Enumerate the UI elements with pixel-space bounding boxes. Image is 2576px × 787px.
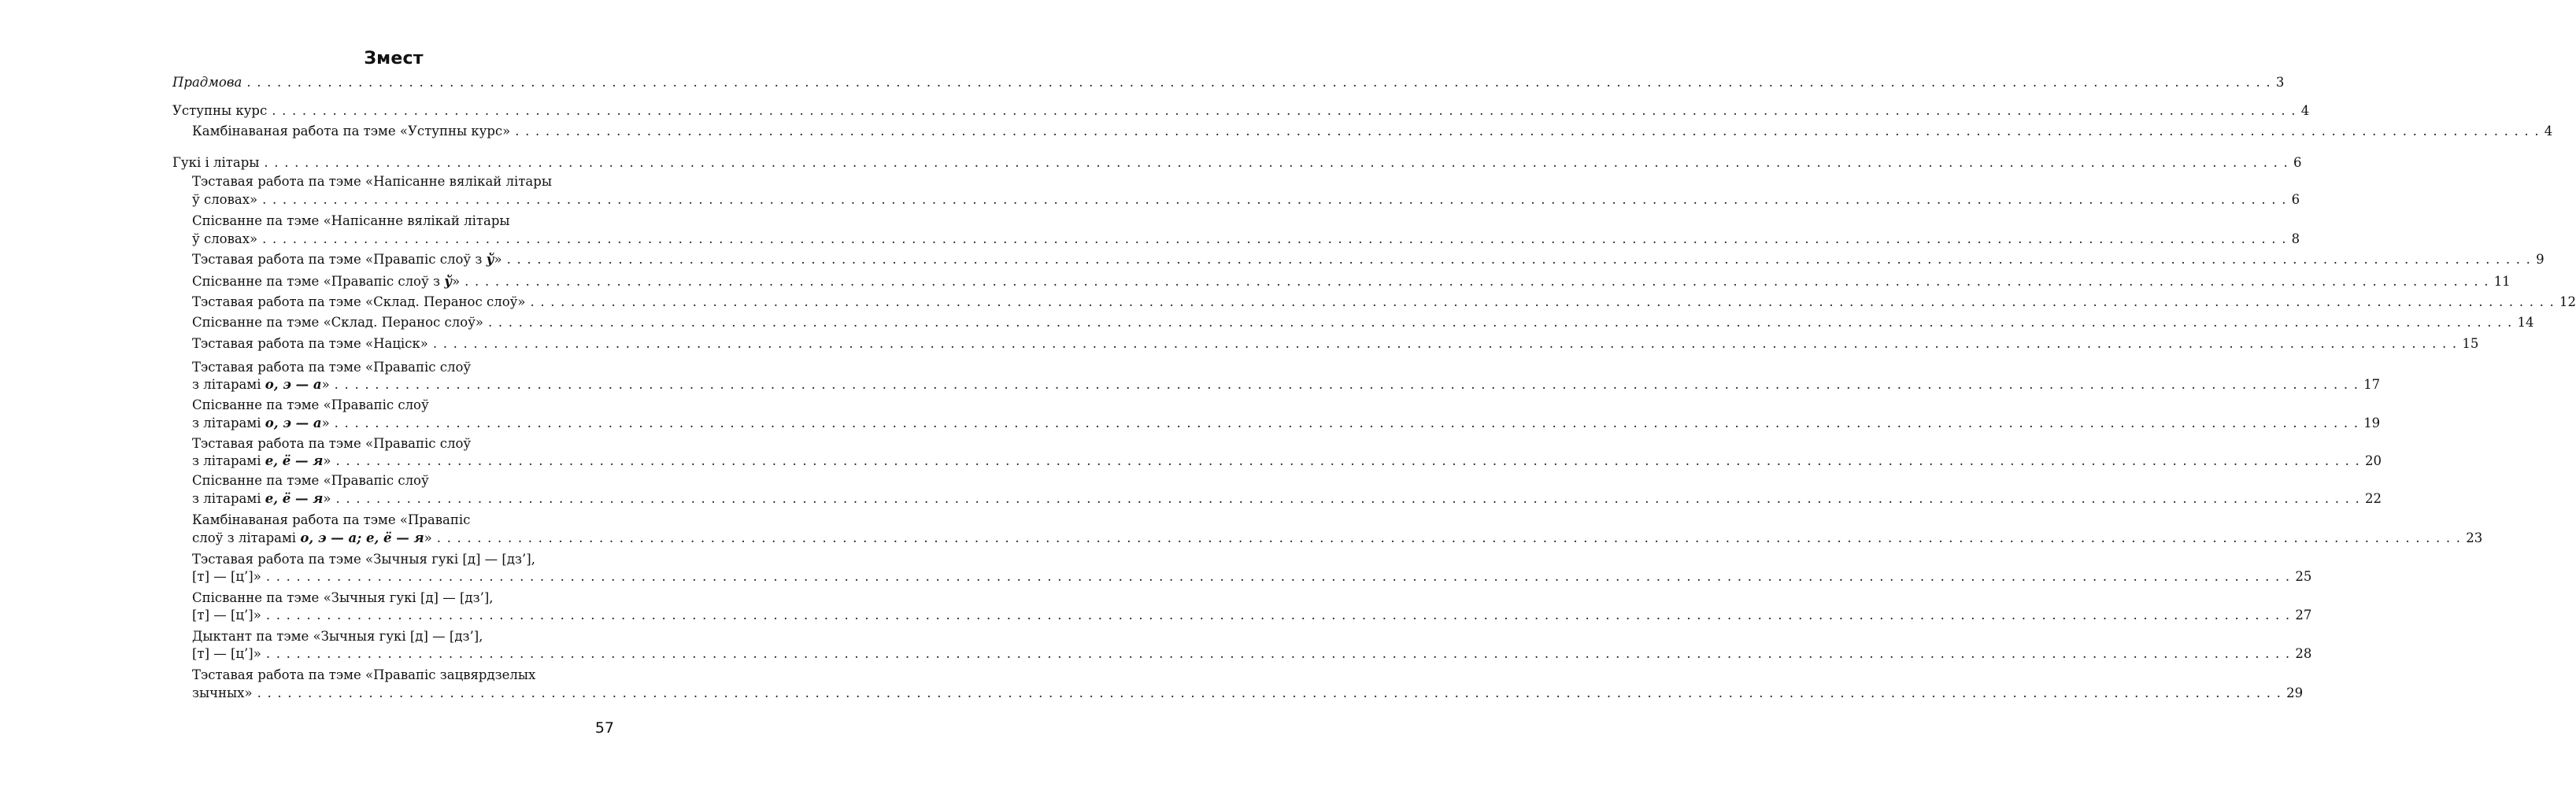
toc-entry-text: Камбінаваная работа па тэме «Уступны курс» xyxy=(192,124,511,139)
toc-page-number: 28 xyxy=(2295,646,2312,661)
dot-leader: . . . . . . . . . . . . . . . . . . . . . . . . . . . . . . . . . . . . . . . . . . . . . . . . . . . . . . . . . . . . . . . . . . . . . . . . . . . . . . . . . . . . . . . . . . . . . . . . . . . . . . . . . . . . . . . . . . . . . . . . . . . . . . . . . . . . . . . . . . . . . . . . . . . . . . . . . . . . . . . . . . . . . . . . . . . . . . . . . . . . . . . . . . . . . . . . . . . . . . . . xyxy=(265,646,2291,661)
toc-entry-line2 xyxy=(192,375,2381,394)
toc-entry-text: Тэставая работа па тэме «Націск» xyxy=(192,336,428,351)
toc-entry-line1 xyxy=(192,434,613,453)
toc-page-number: 9 xyxy=(2536,252,2545,267)
toc-entry-text: Тэставая работа па тэме «Правапіс слоў xyxy=(192,436,472,451)
dot-leader: . . . . . . . . . . . . . . . . . . . . . . . . . . . . . . . . . . . . . . . . . . . . . . . . . . . . . . . . . . . . . . . . . . . . . . . . . . . . . . . . . . . . . . . . . . . . . . . . . . . . . . . . . . . . . . . . . . . . . . . . . . . . . . . . . . . . . . . . . . . . . . . . . . . . . . . . . . . . . . . . . . . . . . . . . . . . . . . . . . . . . . . . . . . . . . . . . . . . . . . . xyxy=(265,569,2291,584)
toc-entry-text: Тэставая работа па тэме «Склад. Перанос слоў» xyxy=(192,294,526,309)
dot-leader: . . . . . . . . . . . . . . . . . . . . . . . . . . . . . . . . . . . . . . . . . . . . . . . . . . . . . . . . . . . . . . . . . . . . . . . . . . . . . . . . . . . . . . . . . . . . . . . . . . . . . . . . . . . . . . . . . . . . . . . . . . . . . . . . . . . . . . . . . . . . . . . . . . . . . . . . . . . . . . . . . . . . . . . . . . . . . . . . . . . . . . . . . . . . . . . . . . . . . . . . xyxy=(436,530,2462,545)
toc-entry-text: Тэставая работа па тэме «Зычныя гукі [д] — [дз’], xyxy=(192,552,535,567)
text-part: з літарамі xyxy=(192,491,265,506)
toc-entry-text xyxy=(192,250,502,269)
text-part: » xyxy=(323,491,331,506)
toc-entry-line2 xyxy=(192,684,2304,703)
toc-entry-text: Тэставая работа па тэме «Напісанне вялікай літары xyxy=(192,174,552,189)
page-title: Змест xyxy=(364,49,424,68)
toc-page-number: 19 xyxy=(2363,416,2381,430)
text-part: » xyxy=(321,377,330,392)
text-part: з літарамі xyxy=(192,377,265,392)
dot-leader: . . . . . . . . . . . . . . . . . . . . . . . . . . . . . . . . . . . . . . . . . . . . . . . . . . . . . . . . . . . . . . . . . . . . . . . . . . . . . . . . . . . . . . . . . . . . . . . . . . . . . . . . . . . . . . . . . . . . . . . . . . . . . . . . . . . . . . . . . . . . . . . . . . . . . . . . . . . . . . . . . . . . . . . . . . . . . . . . . . . . . . . . . . . . . . . . . . . . . . . . xyxy=(334,416,2359,430)
toc-entry-line1 xyxy=(192,396,613,415)
bold-letters: е, ё — я xyxy=(265,491,324,506)
toc-page-number: 22 xyxy=(2364,491,2382,506)
toc-entry-line1 xyxy=(192,212,613,231)
toc-entry xyxy=(192,334,2479,353)
dot-leader: . . . . . . . . . . . . . . . . . . . . . . . . . . . . . . . . . . . . . . . . . . . . . . . . . . . . . . . . . . . . . . . . . . . . . . . . . . . . . . . . . . . . . . . . . . . . . . . . . . . . . . . . . . . . . . . . . . . . . . . . . . . . . . . . . . . . . . . . . . . . . . . . . . . . . . . . . . . . . . . . . . . . . . . . . . . . . . . . . . . . . . . . . . . . . . . . . . . . . . . . xyxy=(246,75,2271,90)
toc-page-number: 15 xyxy=(2462,336,2479,351)
toc-entry-text: Прадмова xyxy=(172,75,242,90)
toc-page-number: 4 xyxy=(2544,124,2553,139)
toc-page-number: 17 xyxy=(2363,377,2381,392)
text-part: » xyxy=(323,453,331,468)
toc-entry-text: Дыктант па тэме «Зычныя гукі [д] — [дз’], xyxy=(192,629,483,644)
toc-entry-line2 xyxy=(192,529,2483,548)
toc-page-number: 12 xyxy=(2559,294,2576,309)
dot-leader: . . . . . . . . . . . . . . . . . . . . . . . . . . . . . . . . . . . . . . . . . . . . . . . . . . . . . . . . . . . . . . . . . . . . . . . . . . . . . . . . . . . . . . . . . . . . . . . . . . . . . . . . . . . . . . . . . . . . . . . . . . . . . . . . . . . . . . . . . . . . . . . . . . . . . . . . . . . . . . . . . . . . . . . . . . . . . . . . . . . . . . . . . . . . . . . . . . . . . . . . xyxy=(272,103,2297,118)
toc-entry-text: [т] — [ц’]» xyxy=(192,569,261,584)
toc-entry-text: Спісванне па тэме «Правапіс слоў xyxy=(192,397,429,412)
toc-entry-text: ў словах» xyxy=(192,192,258,207)
dot-leader: . . . . . . . . . . . . . . . . . . . . . . . . . . . . . . . . . . . . . . . . . . . . . . . . . . . . . . . . . . . . . . . . . . . . . . . . . . . . . . . . . . . . . . . . . . . . . . . . . . . . . . . . . . . . . . . . . . . . . . . . . . . . . . . . . . . . . . . . . . . . . . . . . . . . . . . . . . . . . . . . . . . . . . . . . . . . . . . . . . . . . . . . . . . . . . . . . . . . . . . . xyxy=(530,294,2555,309)
toc-entry-text: Спісванне па тэме «Склад. Перанос слоў» xyxy=(192,315,483,330)
dot-leader: . . . . . . . . . . . . . . . . . . . . . . . . . . . . . . . . . . . . . . . . . . . . . . . . . . . . . . . . . . . . . . . . . . . . . . . . . . . . . . . . . . . . . . . . . . . . . . . . . . . . . . . . . . . . . . . . . . . . . . . . . . . . . . . . . . . . . . . . . . . . . . . . . . . . . . . . . . . . . . . . . . . . . . . . . . . . . . . . . . . . . . . . . . . . . . . . . . . . . . . . xyxy=(464,274,2489,289)
toc-entry-text xyxy=(192,490,331,508)
toc-entry-text: Спісванне па тэме «Напісанне вялікай літары xyxy=(192,213,510,228)
toc-entry-text: Спісванне па тэме «Зычныя гукі [д] — [дз’], xyxy=(192,590,494,605)
toc-entry-line2 xyxy=(192,414,2381,433)
toc-entry-line2 xyxy=(192,606,2312,625)
text-part: » xyxy=(321,416,330,430)
toc-entry-text: Гукі і літары xyxy=(172,155,260,170)
toc-entry-line1 xyxy=(192,511,613,530)
bold-letters: е, ё — я xyxy=(265,453,324,468)
toc-entry-line2 xyxy=(192,567,2312,586)
toc-entry-line1 xyxy=(192,589,613,608)
dot-leader: . . . . . . . . . . . . . . . . . . . . . . . . . . . . . . . . . . . . . . . . . . . . . . . . . . . . . . . . . . . . . . . . . . . . . . . . . . . . . . . . . . . . . . . . . . . . . . . . . . . . . . . . . . . . . . . . . . . . . . . . . . . . . . . . . . . . . . . . . . . . . . . . . . . . . . . . . . . . . . . . . . . . . . . . . . . . . . . . . . . . . . . . . . . . . . . . . . . . . . . . xyxy=(265,608,2291,623)
dot-leader: . . . . . . . . . . . . . . . . . . . . . . . . . . . . . . . . . . . . . . . . . . . . . . . . . . . . . . . . . . . . . . . . . . . . . . . . . . . . . . . . . . . . . . . . . . . . . . . . . . . . . . . . . . . . . . . . . . . . . . . . . . . . . . . . . . . . . . . . . . . . . . . . . . . . . . . . . . . . . . . . . . . . . . . . . . . . . . . . . . . . . . . . . . . . . . . . . . . . . . . . xyxy=(335,453,2360,468)
toc-page-number: 27 xyxy=(2295,608,2312,623)
toc-page-number: 11 xyxy=(2493,274,2511,289)
toc-entry-line1 xyxy=(192,550,613,569)
dot-leader: . . . . . . . . . . . . . . . . . . . . . . . . . . . . . . . . . . . . . . . . . . . . . . . . . . . . . . . . . . . . . . . . . . . . . . . . . . . . . . . . . . . . . . . . . . . . . . . . . . . . . . . . . . . . . . . . . . . . . . . . . . . . . . . . . . . . . . . . . . . . . . . . . . . . . . . . . . . . . . . . . . . . . . . . . . . . . . . . . . . . . . . . . . . . . . . . . . . . . . . . xyxy=(257,685,2282,700)
toc-entry-line2 xyxy=(192,452,2382,471)
text-part: » xyxy=(424,530,432,545)
bold-letters: ў xyxy=(486,252,494,267)
dot-leader: . . . . . . . . . . . . . . . . . . . . . . . . . . . . . . . . . . . . . . . . . . . . . . . . . . . . . . . . . . . . . . . . . . . . . . . . . . . . . . . . . . . . . . . . . . . . . . . . . . . . . . . . . . . . . . . . . . . . . . . . . . . . . . . . . . . . . . . . . . . . . . . . . . . . . . . . . . . . . . . . . . . . . . . . . . . . . . . . . . . . . . . . . . . . . . . . . . . . . . . . xyxy=(334,377,2359,392)
toc-entry-text: Спісванне па тэме «Правапіс слоў xyxy=(192,473,429,488)
toc-entry xyxy=(192,250,2545,269)
toc-entry-line2 xyxy=(192,230,2300,249)
toc-page-number: 20 xyxy=(2364,453,2382,468)
text-part: слоў з літарамі xyxy=(192,530,301,545)
dot-leader: . . . . . . . . . . . . . . . . . . . . . . . . . . . . . . . . . . . . . . . . . . . . . . . . . . . . . . . . . . . . . . . . . . . . . . . . . . . . . . . . . . . . . . . . . . . . . . . . . . . . . . . . . . . . . . . . . . . . . . . . . . . . . . . . . . . . . . . . . . . . . . . . . . . . . . . . . . . . . . . . . . . . . . . . . . . . . . . . . . . . . . . . . . . . . . . . . . . . . . . . xyxy=(515,124,2540,139)
toc-entry-line1 xyxy=(192,358,613,377)
dot-leader: . . . . . . . . . . . . . . . . . . . . . . . . . . . . . . . . . . . . . . . . . . . . . . . . . . . . . . . . . . . . . . . . . . . . . . . . . . . . . . . . . . . . . . . . . . . . . . . . . . . . . . . . . . . . . . . . . . . . . . . . . . . . . . . . . . . . . . . . . . . . . . . . . . . . . . . . . . . . . . . . . . . . . . . . . . . . . . . . . . . . . . . . . . . . . . . . . . . . . . . . xyxy=(262,192,2287,207)
toc-entry xyxy=(192,313,2534,332)
toc-entry-line2 xyxy=(192,645,2312,663)
text-part: Тэставая работа па тэме «Правапіс слоў з xyxy=(192,252,487,267)
toc-entry-text: [т] — [ц’]» xyxy=(192,646,261,661)
toc-entry-line1 xyxy=(192,627,613,646)
dot-leader: . . . . . . . . . . . . . . . . . . . . . . . . . . . . . . . . . . . . . . . . . . . . . . . . . . . . . . . . . . . . . . . . . . . . . . . . . . . . . . . . . . . . . . . . . . . . . . . . . . . . . . . . . . . . . . . . . . . . . . . . . . . . . . . . . . . . . . . . . . . . . . . . . . . . . . . . . . . . . . . . . . . . . . . . . . . . . . . . . . . . . . . . . . . . . . . . . . . . . . . . xyxy=(262,231,2287,246)
toc-entry xyxy=(192,272,2511,291)
toc-page-number: 3 xyxy=(2275,75,2285,90)
toc-page-number: 29 xyxy=(2286,685,2304,700)
toc-page-number: 6 xyxy=(2293,155,2302,170)
page-number: 57 xyxy=(594,719,614,737)
toc-entry-text xyxy=(192,529,432,548)
toc-entry-text: [т] — [ц’]» xyxy=(192,608,261,623)
bold-letters: о, э — а xyxy=(265,416,322,430)
toc-entry xyxy=(192,293,2576,312)
toc-entry-preface xyxy=(172,73,2285,92)
dot-leader: . . . . . . . . . . . . . . . . . . . . . . . . . . . . . . . . . . . . . . . . . . . . . . . . . . . . . . . . . . . . . . . . . . . . . . . . . . . . . . . . . . . . . . . . . . . . . . . . . . . . . . . . . . . . . . . . . . . . . . . . . . . . . . . . . . . . . . . . . . . . . . . . . . . . . . . . . . . . . . . . . . . . . . . . . . . . . . . . . . . . . . . . . . . . . . . . . . . . . . . . xyxy=(506,252,2532,267)
toc-entry-text xyxy=(192,375,330,394)
toc-entry-text: Камбінаваная работа па тэме «Правапіс xyxy=(192,512,471,527)
toc-entry xyxy=(192,122,2553,141)
bold-letters: ў xyxy=(444,274,453,289)
toc-entry-text: Уступны курс xyxy=(172,103,268,118)
toc-entry-text: зычных» xyxy=(192,685,253,700)
toc-entry-line2 xyxy=(192,490,2382,508)
toc-page-number: 23 xyxy=(2466,530,2483,545)
toc-entry-line1 xyxy=(192,666,613,685)
toc-entry-text: Тэставая работа па тэме «Правапіс слоў xyxy=(192,360,472,375)
toc-entry-line2 xyxy=(192,190,2300,209)
toc-page-number: 4 xyxy=(2300,103,2310,118)
toc-entry-text xyxy=(192,414,330,433)
toc-page-number: 8 xyxy=(2291,231,2300,246)
toc-entry-intro-course xyxy=(172,102,2310,120)
toc-page-number: 25 xyxy=(2295,569,2312,584)
text-part: » xyxy=(452,274,461,289)
toc-entry-text: Тэставая работа па тэме «Правапіс зацвярдзелых xyxy=(192,667,536,682)
bold-letters: о, э — а; е, ё — я xyxy=(300,530,424,545)
toc-page-number: 6 xyxy=(2291,192,2300,207)
text-part: » xyxy=(494,252,502,267)
toc-entry-line1 xyxy=(192,471,613,490)
toc-entry-line1 xyxy=(192,172,613,191)
dot-leader: . . . . . . . . . . . . . . . . . . . . . . . . . . . . . . . . . . . . . . . . . . . . . . . . . . . . . . . . . . . . . . . . . . . . . . . . . . . . . . . . . . . . . . . . . . . . . . . . . . . . . . . . . . . . . . . . . . . . . . . . . . . . . . . . . . . . . . . . . . . . . . . . . . . . . . . . . . . . . . . . . . . . . . . . . . . . . . . . . . . . . . . . . . . . . . . . . . . . . . . . xyxy=(264,155,2289,170)
dot-leader: . . . . . . . . . . . . . . . . . . . . . . . . . . . . . . . . . . . . . . . . . . . . . . . . . . . . . . . . . . . . . . . . . . . . . . . . . . . . . . . . . . . . . . . . . . . . . . . . . . . . . . . . . . . . . . . . . . . . . . . . . . . . . . . . . . . . . . . . . . . . . . . . . . . . . . . . . . . . . . . . . . . . . . . . . . . . . . . . . . . . . . . . . . . . . . . . . . . . . . . . xyxy=(432,336,2458,351)
text-part: з літарамі xyxy=(192,416,265,430)
toc-entry-text: ў словах» xyxy=(192,231,258,246)
toc-entry-text xyxy=(192,272,460,291)
toc-entry-sounds-letters xyxy=(172,153,2302,172)
bold-letters: о, э — а xyxy=(265,377,322,392)
toc-page-number: 14 xyxy=(2517,315,2534,330)
dot-leader: . . . . . . . . . . . . . . . . . . . . . . . . . . . . . . . . . . . . . . . . . . . . . . . . . . . . . . . . . . . . . . . . . . . . . . . . . . . . . . . . . . . . . . . . . . . . . . . . . . . . . . . . . . . . . . . . . . . . . . . . . . . . . . . . . . . . . . . . . . . . . . . . . . . . . . . . . . . . . . . . . . . . . . . . . . . . . . . . . . . . . . . . . . . . . . . . . . . . . . . . xyxy=(488,315,2513,330)
toc-entry-text xyxy=(192,452,331,471)
text-part: Спісванне па тэме «Правапіс слоў з xyxy=(192,274,445,289)
text-part: з літарамі xyxy=(192,453,265,468)
dot-leader: . . . . . . . . . . . . . . . . . . . . . . . . . . . . . . . . . . . . . . . . . . . . . . . . . . . . . . . . . . . . . . . . . . . . . . . . . . . . . . . . . . . . . . . . . . . . . . . . . . . . . . . . . . . . . . . . . . . . . . . . . . . . . . . . . . . . . . . . . . . . . . . . . . . . . . . . . . . . . . . . . . . . . . . . . . . . . . . . . . . . . . . . . . . . . . . . . . . . . . . . xyxy=(335,491,2360,506)
